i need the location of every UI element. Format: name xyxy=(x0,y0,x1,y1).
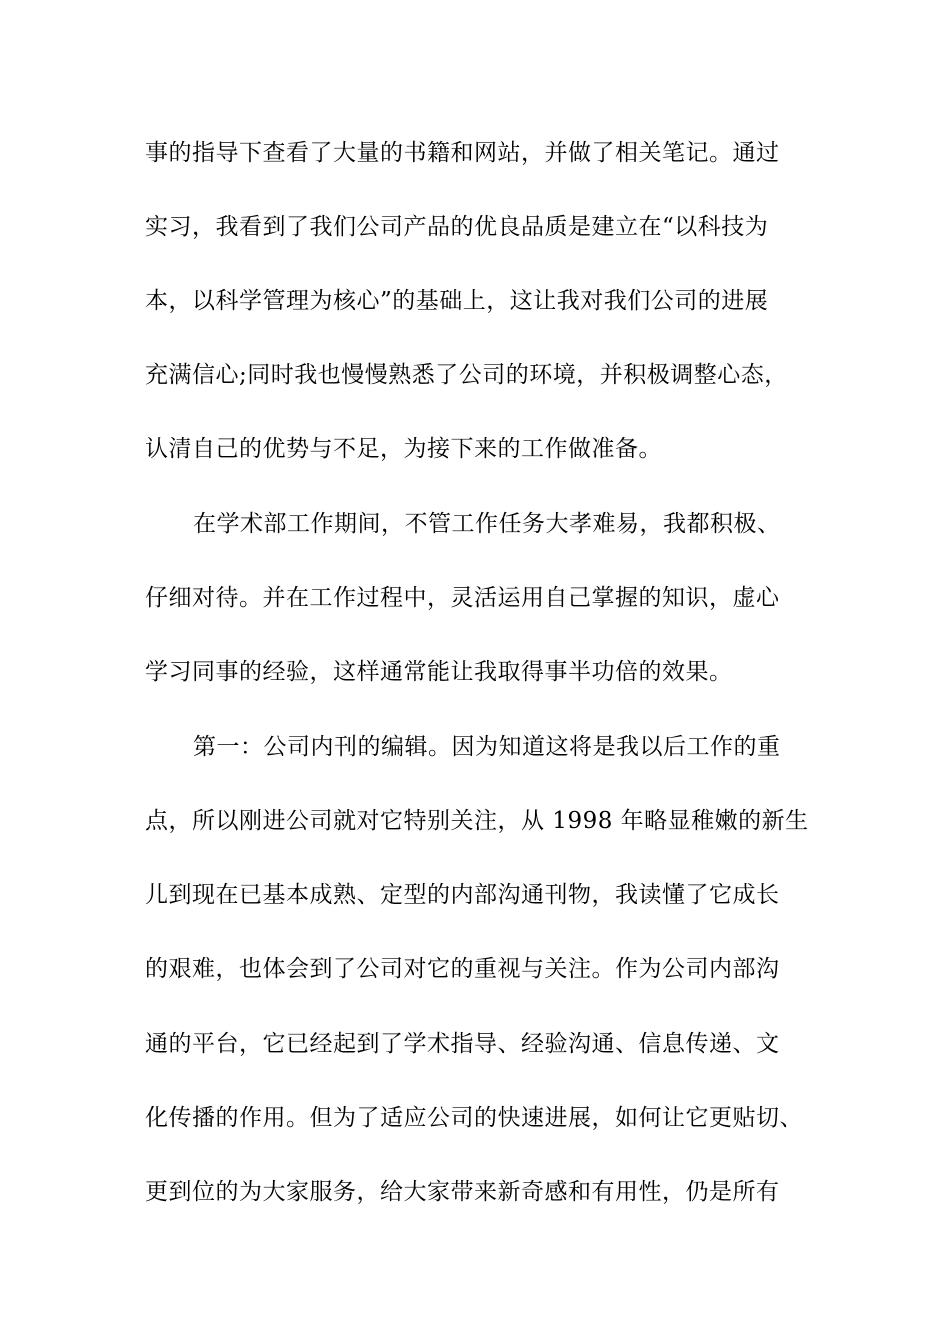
paragraph-first-line: 在学术部工作期间，不管工作任务大孝难易，我都积极、 xyxy=(193,511,781,537)
paragraph-first-line: 第一：公司内刊的编辑。因为知道这将是我以后工作的重 xyxy=(193,734,781,760)
text-line: 儿到现在已基本成熟、定型的内部沟通刊物，我读懂了它成长 xyxy=(145,882,780,908)
text-line: 学习同事的经验，这样通常能让我取得事半功倍的效果。 xyxy=(145,659,733,685)
text-line: 本，以科学管理为核心”的基础上，这让我对我们公司的进展 xyxy=(145,288,769,314)
text-line: 充满信心;同时我也慢慢熟悉了公司的环境，并积极调整心态， xyxy=(145,362,788,388)
text-line: 认清自己的优势与不足，为接下来的工作做准备。 xyxy=(145,436,662,462)
text-line: 更到位的为大家服务，给大家带来新奇感和有用性，仍是所有 xyxy=(145,1179,780,1205)
text-line: 仔细对待。并在工作过程中，灵活运用自己掌握的知识，虚心 xyxy=(145,585,780,611)
text-line: 点，所以刚进公司就对它特别关注，从 1998 年略显稚嫩的新生 xyxy=(145,808,809,834)
text-line: 的艰难，也体会到了公司对它的重视与关注。作为公司内部沟 xyxy=(145,956,780,982)
text-line: 通的平台，它已经起到了学术指导、经验沟通、信息传递、文 xyxy=(145,1031,780,1057)
text-line: 实习，我看到了我们公司产品的优良品质是建立在“以科技为 xyxy=(145,214,769,240)
text-line: 事的指导下查看了大量的书籍和网站，并做了相关笔记。通过 xyxy=(145,140,780,166)
text-line: 化传播的作用。但为了适应公司的快速进展，如何让它更贴切、 xyxy=(145,1105,803,1131)
